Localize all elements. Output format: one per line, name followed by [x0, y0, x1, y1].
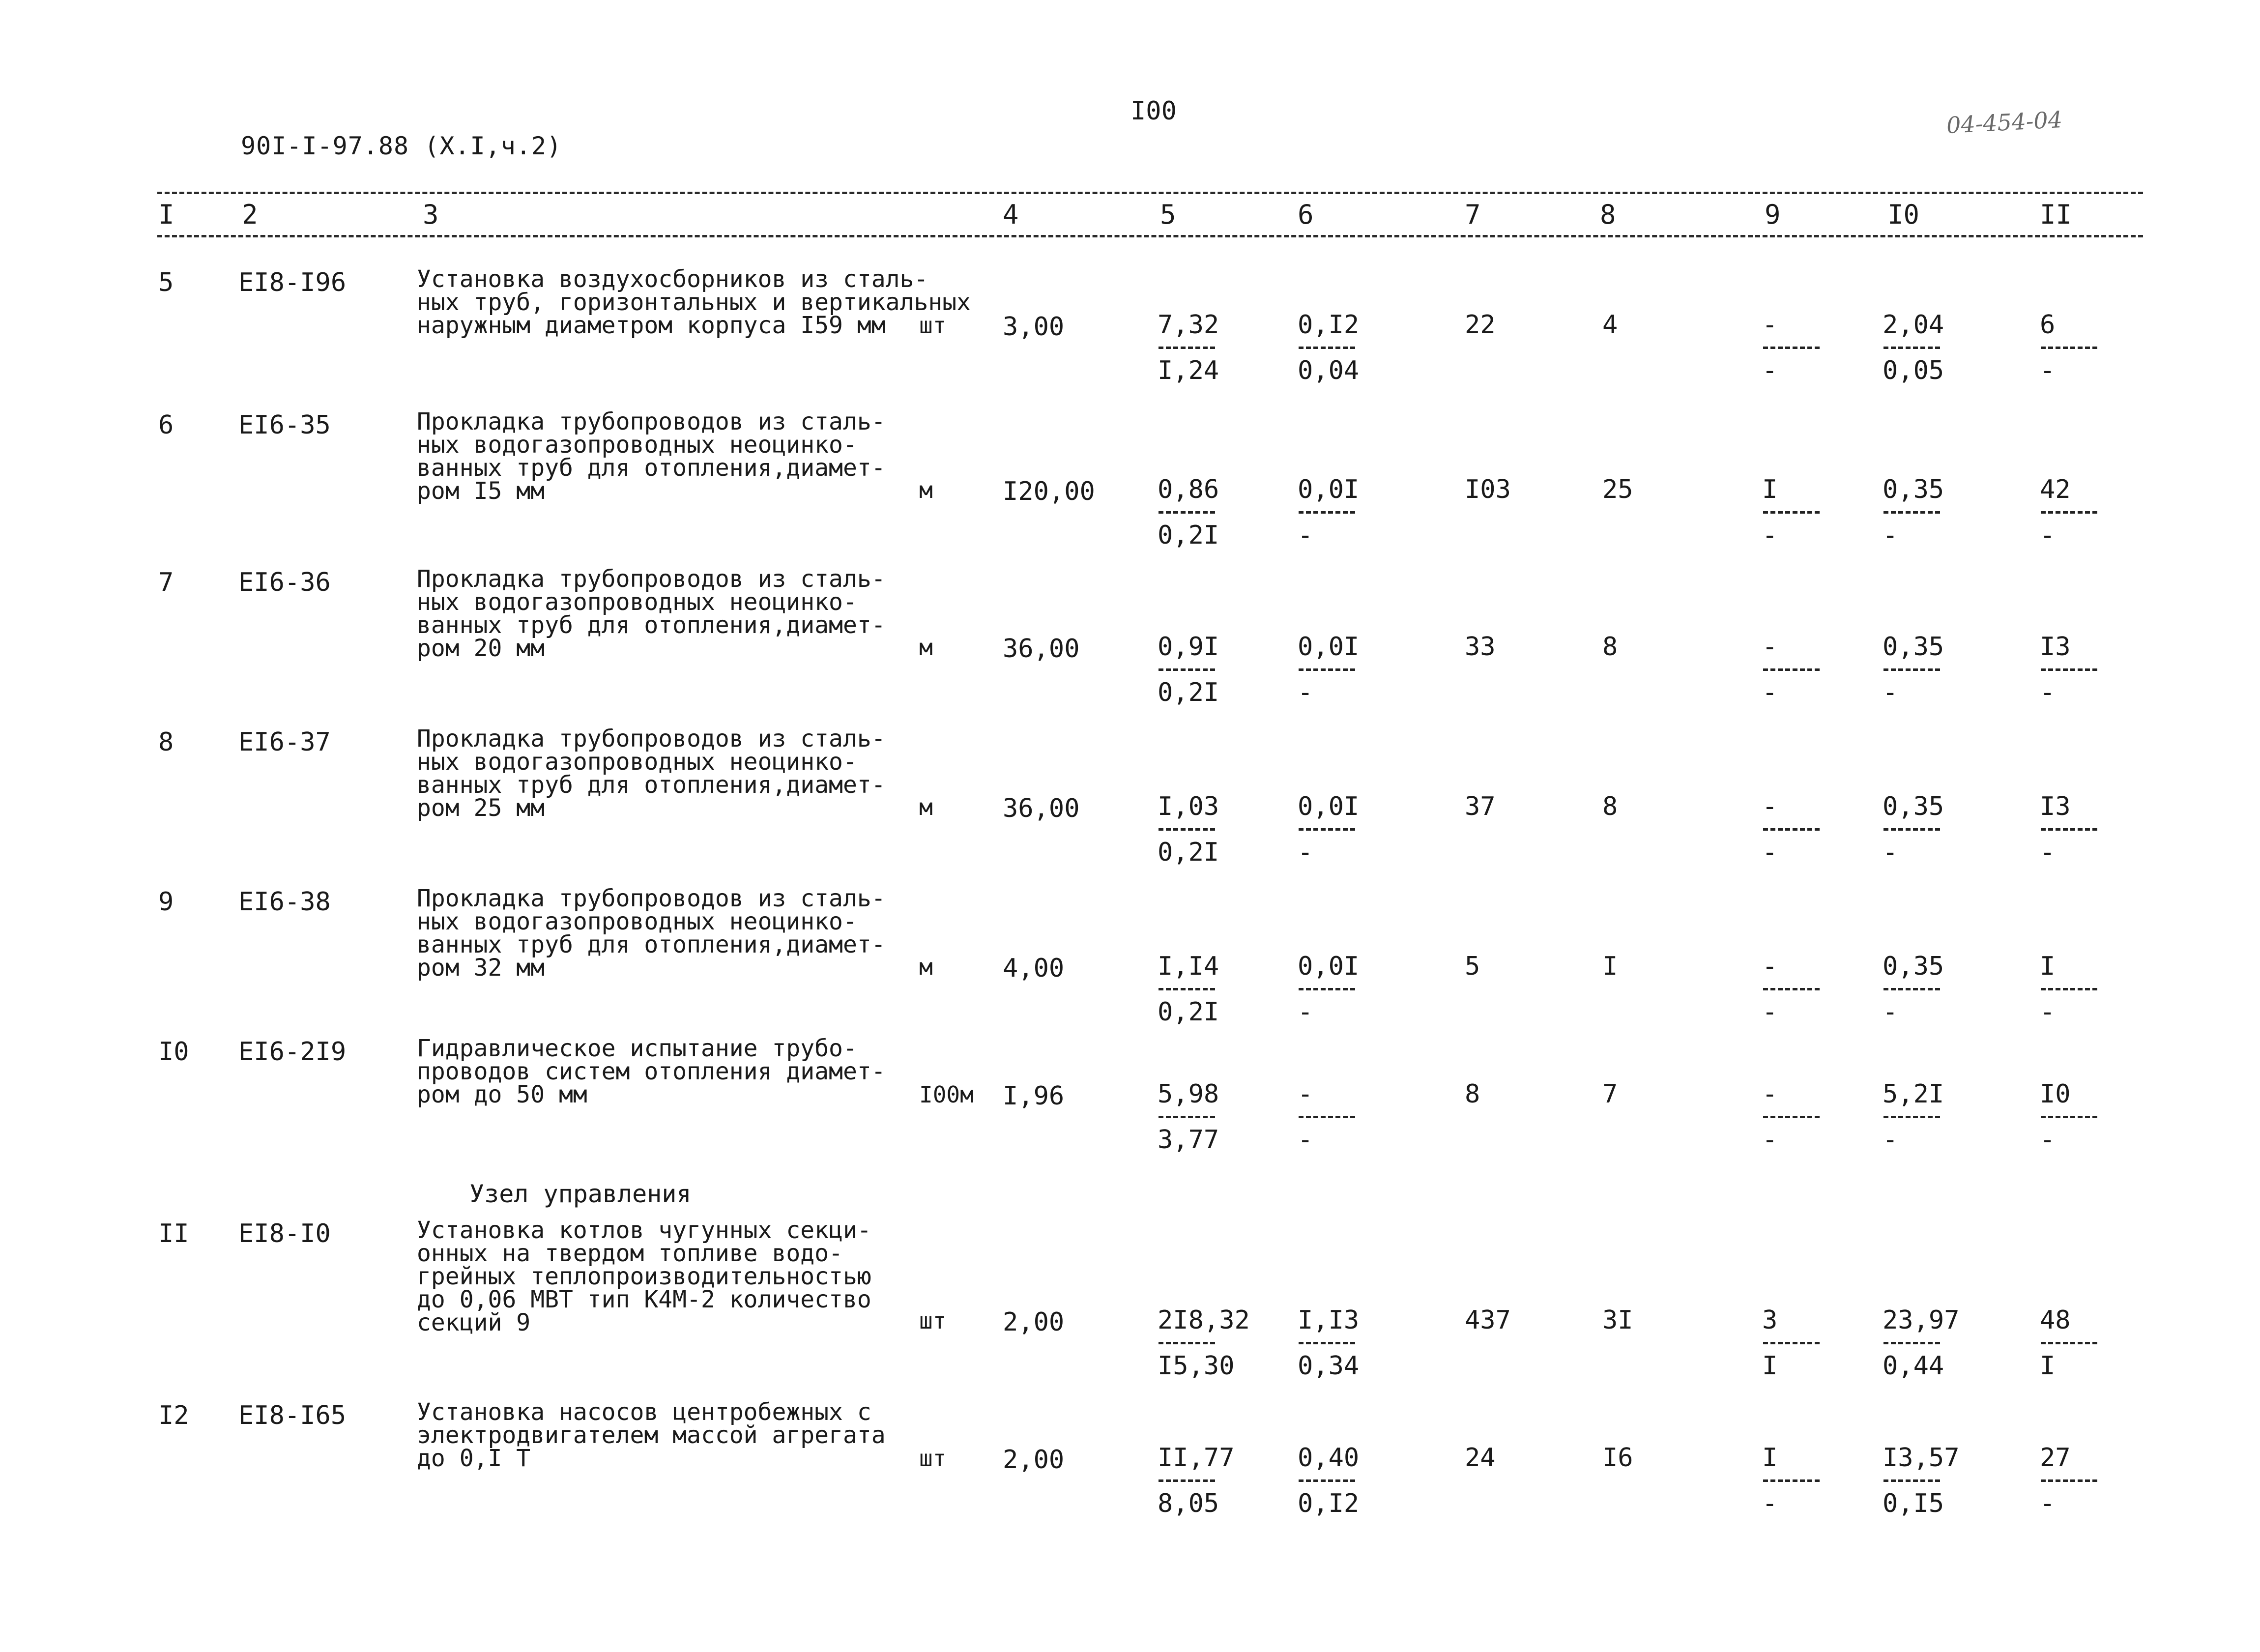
value-c8: I6 [1602, 1443, 1633, 1473]
value-c8: 7 [1602, 1079, 1618, 1109]
row-number: II [158, 1219, 189, 1248]
c10-numerator: 5,2I [1883, 1079, 1944, 1109]
fraction-bar [2041, 1116, 2097, 1118]
c9-numerator: - [1762, 792, 1778, 821]
fraction-c5 [1158, 1307, 1256, 1379]
fraction-c10 [1883, 1445, 1981, 1516]
row-number: 8 [158, 727, 174, 757]
c10-denominator: - [1883, 838, 1898, 867]
c10-denominator: - [1883, 997, 1898, 1027]
c5-numerator: 7,32 [1158, 310, 1219, 340]
work-description: Установка воздухосборников из сталь- ных труб, горизонтальных и вертикальных наружным диаметром корпуса I59 мм [417, 265, 971, 339]
c11-numerator: 48 [2040, 1305, 2071, 1335]
fraction-bar [1763, 1479, 1820, 1482]
fraction-c6 [1298, 477, 1396, 548]
c10-numerator: 0,35 [1883, 952, 1944, 981]
fraction-bar [1763, 828, 1820, 831]
fraction-bar [1883, 1116, 1940, 1118]
fraction-c6 [1298, 1081, 1396, 1153]
col-header-10: I0 [1887, 199, 1920, 230]
value-c8: 3I [1602, 1305, 1633, 1335]
c6-numerator: - [1298, 1079, 1313, 1109]
unit: м [919, 794, 933, 820]
fraction-bar [1883, 1479, 1940, 1482]
c6-denominator: - [1298, 678, 1313, 707]
header-rule-bottom [157, 235, 2143, 237]
fraction-bar [1299, 988, 1355, 990]
fraction-bar [1299, 1116, 1355, 1118]
c6-denominator: 0,34 [1298, 1351, 1360, 1381]
fraction-c11 [2040, 312, 2138, 383]
c5-numerator: II,77 [1158, 1443, 1235, 1473]
fraction-bar [1159, 1342, 1215, 1344]
value-c8: 4 [1602, 310, 1618, 340]
fraction-bar [2041, 1342, 2097, 1344]
unit: I00м [919, 1081, 974, 1108]
fraction-c6 [1298, 312, 1396, 383]
value-c7: 24 [1465, 1443, 1496, 1473]
rate-code: EI8-I65 [238, 1401, 347, 1430]
fraction-c11 [2040, 794, 2138, 865]
c10-denominator: 0,44 [1883, 1351, 1944, 1381]
fraction-bar [1883, 511, 1940, 514]
c5-numerator: I,03 [1158, 792, 1219, 821]
c10-numerator: 0,35 [1883, 792, 1944, 821]
col-header-2: 2 [242, 199, 258, 230]
fraction-bar [2041, 668, 2097, 671]
fraction-bar [1159, 988, 1215, 990]
c6-denominator: - [1298, 997, 1313, 1027]
fraction-c5 [1158, 1081, 1256, 1153]
fraction-bar [1159, 511, 1215, 514]
c10-numerator: 2,04 [1883, 310, 1944, 340]
c5-denominator: 8,05 [1158, 1489, 1219, 1518]
c10-denominator: 0,I5 [1883, 1489, 1944, 1518]
document-code: 90I-I-97.88 (X.I,ч.2) [241, 132, 562, 160]
fraction-bar [1299, 347, 1355, 349]
c5-numerator: 0,86 [1158, 475, 1219, 504]
fraction-bar [1763, 988, 1820, 990]
value-c7: 22 [1465, 310, 1496, 340]
fraction-bar [1883, 1342, 1940, 1344]
unit: м [919, 954, 933, 980]
value-c7: 33 [1465, 632, 1496, 662]
fraction-bar [1299, 511, 1355, 514]
rate-code: EI6-35 [238, 410, 331, 440]
col-header-6: 6 [1298, 199, 1314, 230]
c10-denominator: 0,05 [1883, 356, 1944, 385]
value-c7: 437 [1465, 1305, 1511, 1335]
c6-numerator: I,I3 [1298, 1305, 1360, 1335]
value-c8: 25 [1602, 475, 1633, 504]
row-number: 5 [158, 268, 174, 297]
fraction-bar [1299, 1479, 1355, 1482]
c11-numerator: 27 [2040, 1443, 2071, 1473]
c11-denominator: - [2040, 997, 2056, 1027]
rate-code: EI6-37 [238, 727, 331, 757]
c6-numerator: 0,40 [1298, 1443, 1360, 1473]
fraction-bar [1159, 347, 1215, 349]
value-c7: I03 [1465, 475, 1511, 504]
quantity: 36,00 [1003, 634, 1080, 664]
header-rule-top [157, 192, 2143, 194]
value-c8: 8 [1602, 792, 1618, 821]
c11-denominator: - [2040, 838, 2056, 867]
fraction-c10 [1883, 634, 1981, 705]
row-number: 7 [158, 568, 174, 597]
work-description: Прокладка трубопроводов из сталь- ных водогазопроводных неоцинко- ванных труб для отопления,диамет- ром 32 мм [417, 885, 886, 982]
fraction-c11 [2040, 1081, 2138, 1153]
c6-numerator: 0,0I [1298, 792, 1360, 821]
c5-denominator: 0,2I [1158, 997, 1219, 1027]
col-header-5: 5 [1160, 199, 1176, 230]
col-header-1: I [158, 199, 174, 230]
col-header-9: 9 [1765, 199, 1781, 230]
c9-numerator: I [1762, 1443, 1778, 1473]
value-c8: I [1602, 952, 1618, 981]
fraction-c11 [2040, 954, 2138, 1025]
c5-numerator: 2I8,32 [1158, 1305, 1250, 1335]
c11-numerator: 42 [2040, 475, 2071, 504]
row-number: 6 [158, 410, 174, 440]
rate-code: EI6-36 [238, 568, 331, 597]
c11-numerator: I0 [2040, 1079, 2071, 1109]
c11-denominator: - [2040, 356, 2056, 385]
c9-denominator: I [1762, 1351, 1778, 1381]
fraction-c10 [1883, 312, 1981, 383]
c5-denominator: 3,77 [1158, 1125, 1219, 1155]
fraction-c9 [1762, 312, 1860, 383]
unit: шт [919, 1445, 947, 1472]
c9-numerator: - [1762, 952, 1778, 981]
c10-denominator: - [1883, 1125, 1898, 1155]
quantity: I,96 [1003, 1081, 1065, 1111]
c6-numerator: 0,0I [1298, 475, 1360, 504]
c11-denominator: - [2040, 1125, 2056, 1155]
work-description: Прокладка трубопроводов из сталь- ных водогазопроводных неоцинко- ванных труб для отопления,диамет- ром I5 мм [417, 408, 886, 505]
fraction-c11 [2040, 477, 2138, 548]
fraction-c10 [1883, 1307, 1981, 1379]
fraction-bar [1299, 668, 1355, 671]
rate-code: EI6-38 [238, 887, 331, 917]
work-description: Установка насосов центробежных с электродвигателем массой агрегата до 0,I Т [417, 1398, 886, 1472]
fraction-c9 [1762, 954, 1860, 1025]
fraction-bar [2041, 511, 2097, 514]
fraction-c6 [1298, 794, 1396, 865]
fraction-c11 [2040, 634, 2138, 705]
work-description: Прокладка трубопроводов из сталь- ных водогазопроводных неоцинко- ванных труб для отопления,диамет- ром 25 мм [417, 725, 886, 822]
rate-code: EI6-2I9 [238, 1037, 347, 1067]
col-header-7: 7 [1465, 199, 1481, 230]
c9-denominator: - [1762, 521, 1778, 550]
fraction-bar [1763, 1342, 1820, 1344]
fraction-bar [1159, 1116, 1215, 1118]
c9-numerator: 3 [1762, 1305, 1778, 1335]
fraction-c10 [1883, 954, 1981, 1025]
value-c7: 8 [1465, 1079, 1480, 1109]
c10-numerator: 0,35 [1883, 475, 1944, 504]
work-description: Гидравлическое испытание трубо- проводов систем отопления диамет- ром до 50 мм [417, 1035, 886, 1108]
c10-denominator: - [1883, 521, 1898, 550]
fraction-c5 [1158, 477, 1256, 548]
fraction-c11 [2040, 1307, 2138, 1379]
fraction-bar [1159, 1479, 1215, 1482]
fraction-bar [2041, 828, 2097, 831]
c9-denominator: - [1762, 678, 1778, 707]
c9-denominator: - [1762, 997, 1778, 1027]
c6-denominator: 0,04 [1298, 356, 1360, 385]
value-c7: 37 [1465, 792, 1496, 821]
fraction-c5 [1158, 794, 1256, 865]
fraction-c6 [1298, 1307, 1396, 1379]
work-description: Прокладка трубопроводов из сталь- ных водогазопроводных неоцинко- ванных труб для отопления,диамет- ром 20 мм [417, 565, 886, 662]
c11-denominator: - [2040, 1489, 2056, 1518]
rate-code: EI8-I0 [238, 1219, 331, 1248]
fraction-c5 [1158, 954, 1256, 1025]
c11-numerator: 6 [2040, 310, 2056, 340]
col-header-4: 4 [1003, 199, 1019, 230]
quantity: 4,00 [1003, 954, 1065, 983]
c5-denominator: I,24 [1158, 356, 1219, 385]
work-description: Установка котлов чугунных секци- онных на твердом топливе водо- грейных теплопроизводительностью до 0,06 МВТ тип К4М-2 количество секций 9 [417, 1217, 871, 1336]
c6-denominator: - [1298, 838, 1313, 867]
section-title: Узел управления [469, 1180, 692, 1208]
quantity: 2,00 [1003, 1445, 1065, 1475]
c9-denominator: - [1762, 356, 1778, 385]
c9-denominator: - [1762, 1489, 1778, 1518]
c11-denominator: I [2040, 1351, 2056, 1381]
row-number: I0 [158, 1037, 189, 1067]
quantity: I20,00 [1003, 477, 1095, 506]
fraction-c9 [1762, 477, 1860, 548]
c6-numerator: 0,0I [1298, 952, 1360, 981]
c6-denominator: 0,I2 [1298, 1489, 1360, 1518]
c5-numerator: I,I4 [1158, 952, 1219, 981]
unit: шт [919, 1307, 947, 1334]
unit: шт [919, 312, 947, 339]
rate-code: EI8-I96 [238, 268, 347, 297]
c11-numerator: I3 [2040, 792, 2071, 821]
fraction-c6 [1298, 954, 1396, 1025]
fraction-bar [1299, 1342, 1355, 1344]
fraction-c10 [1883, 794, 1981, 865]
unit: м [919, 477, 933, 503]
c9-numerator: I [1762, 475, 1778, 504]
c6-denominator: - [1298, 521, 1313, 550]
c9-numerator: - [1762, 310, 1778, 340]
fraction-bar [1763, 347, 1820, 349]
fraction-c5 [1158, 634, 1256, 705]
unit: м [919, 634, 933, 661]
row-number: 9 [158, 887, 174, 917]
fraction-c9 [1762, 1081, 1860, 1153]
c5-denominator: I5,30 [1158, 1351, 1235, 1381]
value-c7: 5 [1465, 952, 1480, 981]
fraction-c11 [2040, 1445, 2138, 1516]
fraction-c10 [1883, 477, 1981, 548]
c11-numerator: I3 [2040, 632, 2071, 662]
c5-denominator: 0,2I [1158, 678, 1219, 707]
c9-numerator: - [1762, 1079, 1778, 1109]
fraction-c6 [1298, 634, 1396, 705]
handwritten-note: 04-454-04 [1945, 106, 2063, 139]
col-header-8: 8 [1600, 199, 1616, 230]
fraction-c10 [1883, 1081, 1981, 1153]
quantity: 3,00 [1003, 312, 1065, 342]
c5-numerator: 5,98 [1158, 1079, 1219, 1109]
fraction-bar [1763, 1116, 1820, 1118]
c10-numerator: 23,97 [1883, 1305, 1960, 1335]
fraction-bar [2041, 988, 2097, 990]
fraction-c5 [1158, 1445, 1256, 1516]
fraction-c9 [1762, 1307, 1860, 1379]
c5-numerator: 0,9I [1158, 632, 1219, 662]
fraction-bar [2041, 347, 2097, 349]
fraction-c9 [1762, 794, 1860, 865]
quantity: 36,00 [1003, 794, 1080, 823]
fraction-bar [1763, 668, 1820, 671]
row-number: I2 [158, 1401, 189, 1430]
fraction-c6 [1298, 1445, 1396, 1516]
fraction-c9 [1762, 634, 1860, 705]
c11-denominator: - [2040, 678, 2056, 707]
fraction-bar [1883, 828, 1940, 831]
c6-numerator: 0,0I [1298, 632, 1360, 662]
quantity: 2,00 [1003, 1307, 1065, 1337]
c9-denominator: - [1762, 1125, 1778, 1155]
c9-numerator: - [1762, 632, 1778, 662]
c11-numerator: I [2040, 952, 2056, 981]
c9-denominator: - [1762, 838, 1778, 867]
fraction-c5 [1158, 312, 1256, 383]
col-header-11: II [2040, 199, 2072, 230]
value-c8: 8 [1602, 632, 1618, 662]
fraction-bar [1299, 828, 1355, 831]
c10-denominator: - [1883, 678, 1898, 707]
fraction-bar [1159, 828, 1215, 831]
fraction-bar [2041, 1479, 2097, 1482]
c6-numerator: 0,I2 [1298, 310, 1360, 340]
fraction-bar [1883, 347, 1940, 349]
c5-denominator: 0,2I [1158, 521, 1219, 550]
fraction-bar [1883, 988, 1940, 990]
c5-denominator: 0,2I [1158, 838, 1219, 867]
page-number: I00 [1130, 96, 1177, 126]
c11-denominator: - [2040, 521, 2056, 550]
fraction-bar [1159, 668, 1215, 671]
fraction-bar [1883, 668, 1940, 671]
col-header-3: 3 [423, 199, 439, 230]
fraction-c9 [1762, 1445, 1860, 1516]
c10-numerator: I3,57 [1883, 1443, 1960, 1473]
c6-denominator: - [1298, 1125, 1313, 1155]
c10-numerator: 0,35 [1883, 632, 1944, 662]
fraction-bar [1763, 511, 1820, 514]
